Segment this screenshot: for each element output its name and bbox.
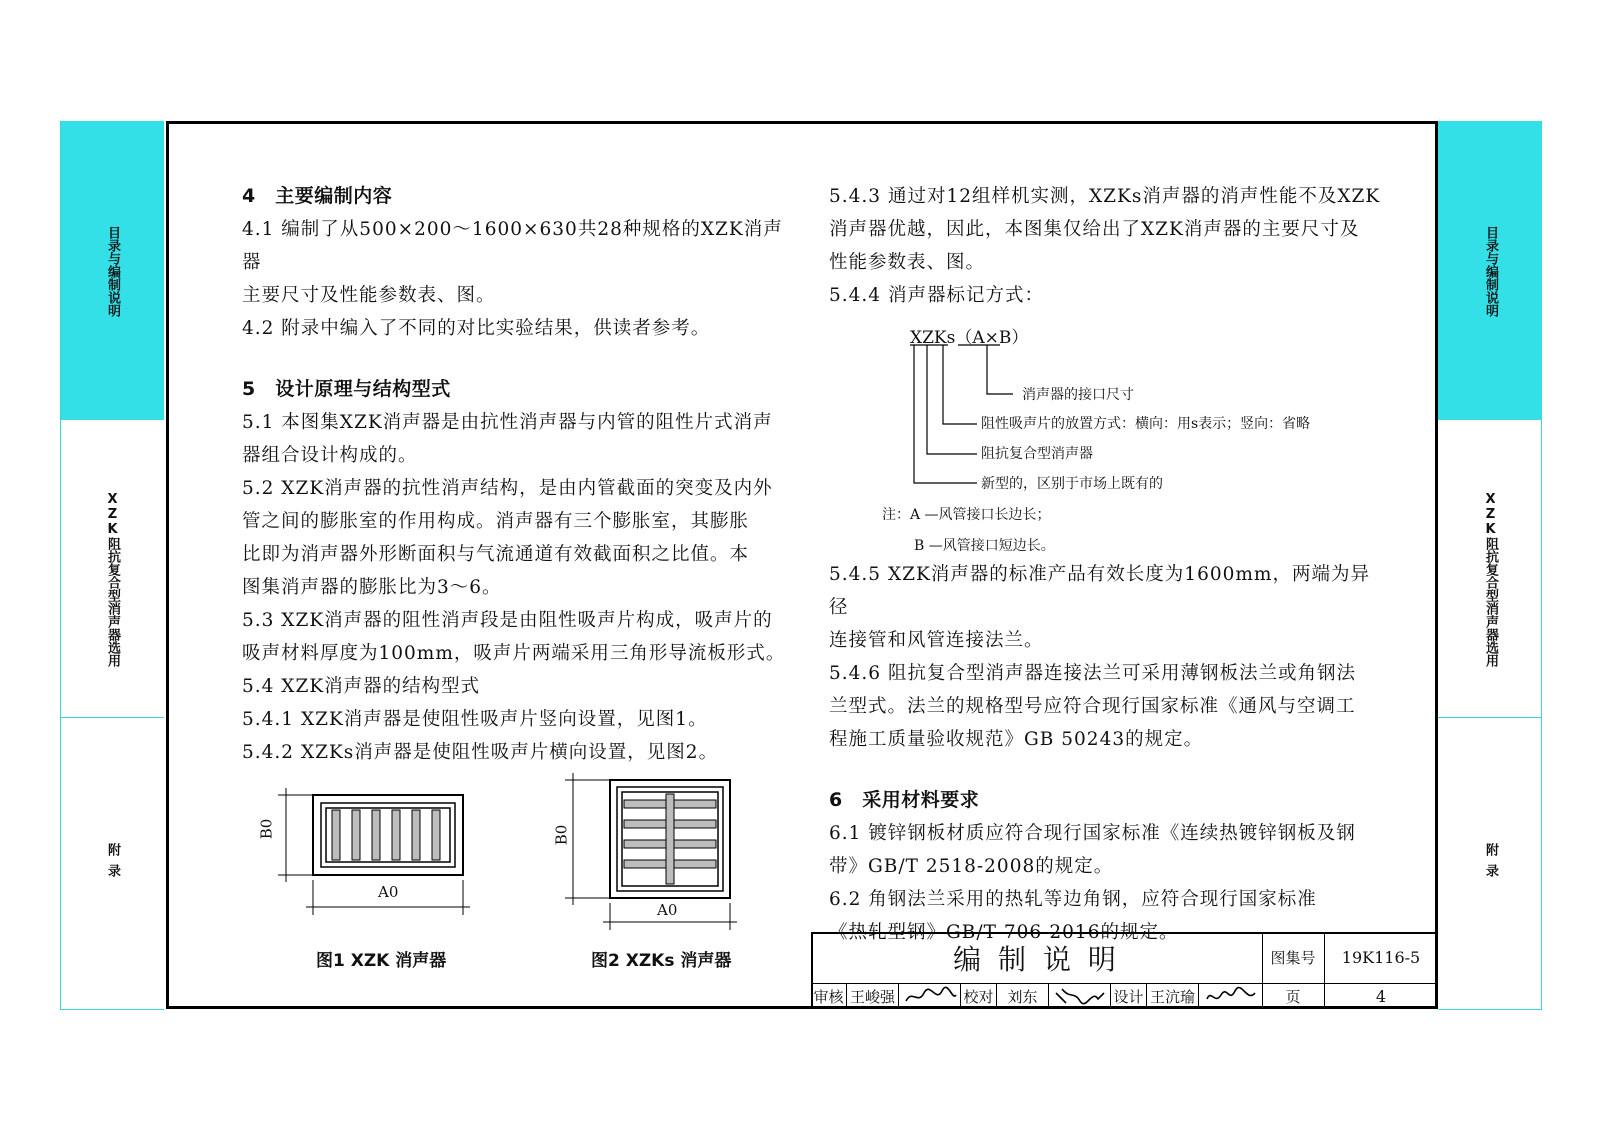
paragraph-line: 5.4.3 通过对12组样机实测，XZKs消声器的消声性能不及XZK — [829, 186, 1381, 207]
sidebar-label-contents: 目录与编制说明 — [1483, 226, 1498, 317]
paragraph-line: 4.2 附录中编入了不同的对比实验结果，供读者参考。 — [242, 318, 711, 339]
sidebar-divider — [60, 717, 164, 718]
checker-name: 刘东 — [997, 983, 1049, 1009]
paragraph-line: 5.4.5 XZK消声器的标准产品有效长度为1600mm，两端为异径 — [829, 564, 1370, 618]
sidebar-divider — [1438, 1009, 1542, 1010]
sidebar-section-contents[interactable] — [1438, 121, 1542, 420]
paragraph-line: 程施工质量验收规范》GB 50243的规定。 — [829, 729, 1204, 750]
paragraph-line: 6.2 角钢法兰采用的热轧等边角钢，应符合现行国家标准 — [829, 889, 1317, 910]
marking-note-a: 注：A —风管接口长边长； — [882, 507, 1051, 523]
paragraph-line: 5.4 XZK消声器的结构型式 — [242, 676, 481, 697]
sidebar-section-selection[interactable] — [1438, 420, 1542, 717]
dimension-label-a0: A0 — [657, 901, 678, 919]
page-number: 4 — [1375, 986, 1387, 1006]
section-heading: 4 主要编制内容 — [242, 185, 393, 207]
checker-signature — [1049, 983, 1111, 1009]
paragraph-line: 5.4.4 消声器标记方式： — [829, 285, 1044, 306]
review-label: 审核 — [811, 983, 847, 1009]
sidebar-label-selection: XZK阻抗复合型消声器选用 — [1483, 492, 1498, 667]
figure-2-caption: 图2 XZKs 消声器 — [591, 951, 732, 971]
sidebar-divider — [60, 1009, 164, 1010]
paragraph-line: 带》GB/T 2518-2008的规定。 — [829, 856, 1114, 877]
sidebar-section-contents[interactable] — [60, 121, 164, 420]
reviewer-name: 王峻强 — [847, 983, 899, 1009]
marking-label-orientation: 阻性吸声片的放置方式：横向：用s表示；竖向：省略 — [981, 416, 1311, 432]
marking-label-type: 阻抗复合型消声器 — [981, 446, 1093, 462]
designer-signature — [1199, 983, 1262, 1009]
marking-label-new: 新型的，区别于市场上既有的 — [981, 476, 1163, 492]
sidebar-label-appendix: 附录 — [1483, 843, 1498, 885]
sidebar-label-contents: 目录与编制说明 — [105, 226, 120, 317]
atlas-no: 19K116-5 — [1341, 948, 1421, 967]
designer-name: 王沆瑜 — [1147, 983, 1199, 1009]
paragraph-line: 5.4.1 XZK消声器是使阻性吸声片竖向设置，见图1。 — [242, 709, 708, 730]
marking-label-size: 消声器的接口尺寸 — [1022, 387, 1134, 403]
right-text-column-bottom — [829, 558, 1389, 949]
paragraph-line: 5.2 XZK消声器的抗性消声结构，是由内管截面的突变及内外 — [242, 478, 773, 499]
paragraph-line: 兰型式。法兰的规格型号应符合现行国家标准《通风与空调工 — [829, 696, 1356, 717]
marking-code: XZKs（A×B） — [910, 328, 1029, 348]
section-heading: 6 采用材料要求 — [829, 789, 980, 811]
section-heading: 5 设计原理与结构型式 — [242, 378, 451, 400]
paragraph-line: 管之间的膨胀室的作用构成。消声器有三个膨胀室，其膨胀 — [242, 511, 750, 532]
paragraph-line: 5.1 本图集XZK消声器是由抗性消声器与内管的阻性片式消声 — [242, 412, 773, 433]
paragraph-line: 主要尺寸及性能参数表、图。 — [242, 285, 496, 306]
drawing-title: 编 制 说 明 — [953, 942, 1120, 976]
sidebar-divider — [1438, 717, 1542, 718]
design-label: 设计 — [1111, 983, 1147, 1009]
paragraph-line: 吸声材料厚度为100mm，吸声片两端采用三角形导流板形式。 — [242, 643, 786, 664]
figure-1-caption: 图1 XZK 消声器 — [316, 951, 447, 971]
title-block — [811, 932, 1438, 1009]
left-text-column — [242, 180, 787, 769]
dimension-label-b0: B0 — [257, 818, 276, 840]
paragraph-line: 5.3 XZK消声器的阻性消声段是由阻性吸声片构成，吸声片的 — [242, 610, 773, 631]
paragraph-line: 5.4.2 XZKs消声器是使阻性吸声片横向设置，见图2。 — [242, 742, 719, 763]
figure-2-xzks-diagram — [545, 770, 745, 940]
atlas-no-label: 图集号 — [1270, 949, 1316, 967]
paragraph-line: 5.4.6 阻抗复合型消声器连接法兰可采用薄钢板法兰或角钢法 — [829, 663, 1356, 684]
paragraph-line: 6.1 镀锌钢板材质应符合现行国家标准《连续热镀锌钢板及钢 — [829, 823, 1356, 844]
check-label: 校对 — [961, 983, 997, 1009]
sidebar-border — [60, 121, 61, 1009]
paragraph-line: 比即为消声器外形断面积与气流通道有效截面积之比值。本 — [242, 544, 750, 565]
sidebar-section-selection[interactable] — [60, 420, 164, 717]
paragraph-line: 连接管和风管连接法兰。 — [829, 630, 1044, 651]
dimension-label-a0: A0 — [378, 883, 399, 901]
marking-note-b: B —风管接口短边长。 — [914, 538, 1055, 554]
dimension-label-b0: B0 — [552, 824, 571, 846]
page-label: 页 — [1285, 987, 1301, 1006]
reviewer-signature — [899, 983, 961, 1009]
paragraph-line: 消声器优越，因此，本图集仅给出了XZK消声器的主要尺寸及 — [829, 219, 1360, 240]
right-text-column-top — [829, 180, 1389, 312]
sidebar-section-appendix[interactable] — [1438, 717, 1542, 1009]
sidebar-label-appendix: 附录 — [105, 843, 120, 885]
sidebar-section-appendix[interactable] — [60, 717, 164, 1009]
figure-1-xzk-diagram — [258, 780, 478, 930]
paragraph-line: 4.1 编制了从500×200～1600×630共28种规格的XZK消声器 — [242, 219, 783, 273]
paragraph-line: 《热轧型钢》GB/T 706-2016的规定。 — [829, 922, 1179, 943]
paragraph-line: 图集消声器的膨胀比为3～6。 — [242, 577, 502, 598]
paragraph-line: 性能参数表、图。 — [829, 252, 986, 273]
sidebar-border — [1541, 121, 1542, 1009]
sidebar-label-selection: XZK阻抗复合型消声器选用 — [105, 492, 120, 667]
paragraph-line: 器组合设计构成的。 — [242, 445, 418, 466]
